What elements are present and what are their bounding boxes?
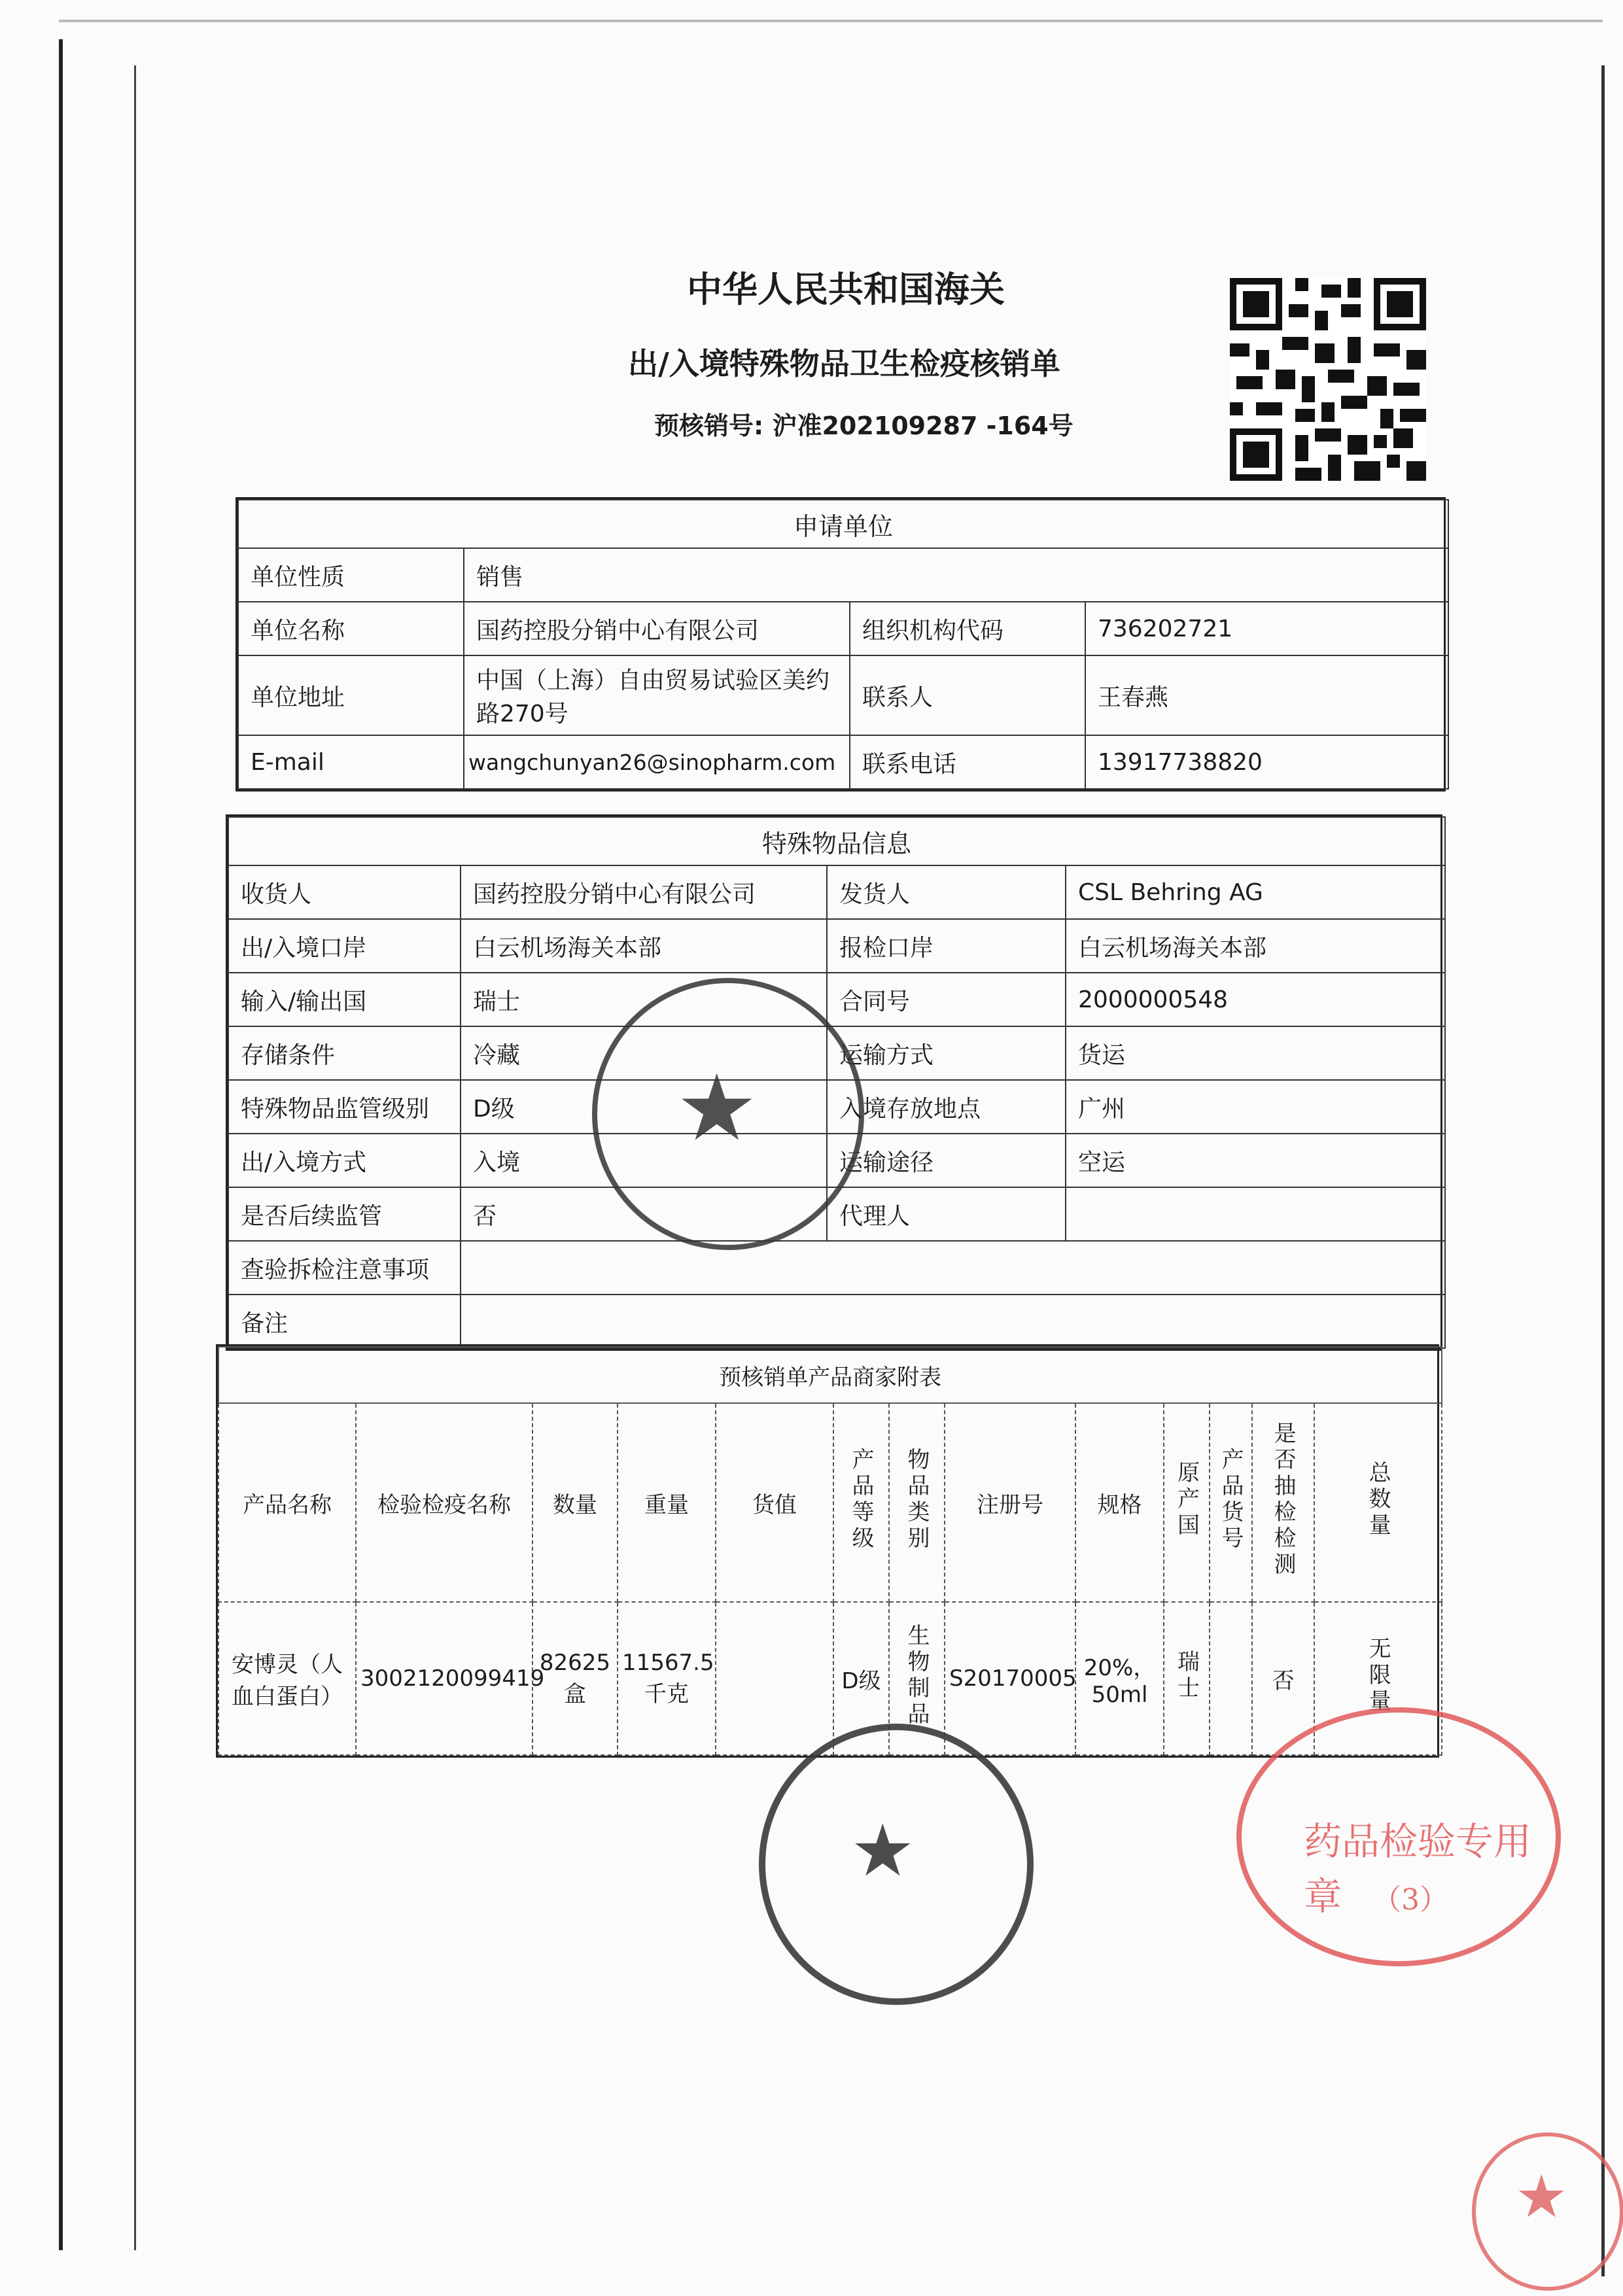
product-item-number: [1210, 1602, 1252, 1755]
products-section: [216, 1344, 1439, 1758]
star-icon: ★: [850, 1809, 915, 1892]
star-icon: ★: [1515, 2163, 1568, 2231]
field-value: [461, 1241, 1445, 1295]
qr-code-icon: [1230, 278, 1426, 481]
field-value: 王春燕: [1085, 655, 1448, 735]
junxin-inspection-seal-stamp: [1236, 1707, 1561, 1966]
field-label: 输入/输出国: [228, 973, 461, 1026]
field-label: 特殊物品监管级别: [228, 1080, 461, 1134]
column-header: [1314, 1403, 1442, 1602]
pre-verification-number: [654, 406, 1073, 442]
field-label: 发货人: [827, 865, 1066, 919]
junxin-seal-number: （3）: [1372, 1883, 1448, 1917]
field-label: 入境存放地点: [827, 1080, 1066, 1134]
field-value: 销售: [464, 548, 1448, 602]
scan-edge-left-inner: [134, 65, 136, 2250]
applicant-table: [237, 499, 1449, 790]
field-value: 2000000548: [1066, 973, 1445, 1026]
column-header-text: 物品类别: [903, 1447, 930, 1552]
sampling-inspection: 否: [1252, 1602, 1314, 1755]
product-grade: D级: [833, 1602, 889, 1755]
field-value: CSL Behring AG: [1066, 865, 1445, 919]
field-label: 运输方式: [827, 1026, 1066, 1080]
total-quantity-text: 无限量: [1365, 1636, 1391, 1715]
table-row: [228, 973, 1445, 1026]
specification: 20%，50ml: [1075, 1602, 1164, 1755]
sinopharm-seal-stamp: [759, 1724, 1034, 2005]
column-header: 数量: [532, 1403, 618, 1602]
field-label: 存储条件: [228, 1026, 461, 1080]
field-label: 是否后续监管: [228, 1187, 461, 1241]
column-header: [1252, 1403, 1314, 1602]
column-header-text: 是否抽检检测: [1270, 1421, 1296, 1578]
registration-number: S20170005: [945, 1602, 1075, 1755]
table-row: [228, 919, 1445, 973]
inspection-name: 3002120099419: [356, 1602, 532, 1755]
field-value: 否: [461, 1187, 827, 1241]
column-header: 规格: [1075, 1403, 1164, 1602]
field-value: 中国（上海）自由贸易试验区美约路270号: [464, 655, 850, 735]
origin-country-text: 瑞士: [1173, 1649, 1200, 1702]
column-header: 产品名称: [218, 1403, 356, 1602]
applicant-section: [236, 497, 1446, 791]
field-value: 白云机场海关本部: [461, 919, 827, 973]
table-row: [238, 602, 1448, 655]
field-value: 国药控股分销中心有限公司: [464, 602, 850, 655]
document-subtitle: 出/入境特殊物品卫生检疫核销单: [628, 346, 1060, 381]
scan-edge-top: [59, 20, 1603, 22]
table-row: [228, 1241, 1445, 1295]
column-header: 检验检疫名称: [356, 1403, 532, 1602]
field-label: 查验拆检注意事项: [228, 1241, 461, 1295]
product-name: 安博灵（人血白蛋白）: [218, 1602, 356, 1755]
field-value: 广州: [1066, 1080, 1445, 1134]
scan-edge-left: [59, 39, 63, 2250]
field-label: 合同号: [827, 973, 1066, 1026]
field-value: 瑞士: [461, 973, 827, 1026]
products-header-row: [218, 1403, 1442, 1602]
star-icon: ★: [676, 1055, 758, 1162]
table-row: [238, 548, 1448, 602]
field-label: E-mail: [238, 735, 464, 789]
products-table: [218, 1346, 1442, 1756]
table-row: [238, 735, 1448, 789]
field-value: 入境: [461, 1134, 827, 1187]
column-header: [1164, 1403, 1210, 1602]
field-value: 空运: [1066, 1134, 1445, 1187]
field-label: 联系人: [850, 655, 1085, 735]
column-header-text: 原产国: [1173, 1460, 1200, 1539]
applicant-section-title: 申请单位: [238, 500, 1448, 548]
products-section-title: 预核销单产品商家附表: [218, 1347, 1442, 1403]
number-value: 沪准202109287 -164号: [772, 411, 1073, 440]
field-value: 冷藏: [461, 1026, 827, 1080]
field-label: 运输途径: [827, 1134, 1066, 1187]
field-value: D级: [461, 1080, 827, 1134]
corner-seal-stamp: [1472, 2132, 1623, 2291]
column-header: 注册号: [945, 1403, 1075, 1602]
column-header: 货值: [716, 1403, 833, 1602]
field-value: wangchunyan26@sinopharm.com: [464, 735, 850, 789]
field-label: 出/入境口岸: [228, 919, 461, 973]
goods-value: [716, 1602, 833, 1755]
field-value: 13917738820: [1085, 735, 1448, 789]
quantity: 82625盒: [532, 1602, 618, 1755]
column-header-text: 产品货号: [1217, 1447, 1244, 1552]
table-row: [238, 655, 1448, 735]
field-value: 货运: [1066, 1026, 1445, 1080]
table-row: [228, 865, 1445, 919]
field-label: 报检口岸: [827, 919, 1066, 973]
origin-country: [1164, 1602, 1210, 1755]
column-header-text: 产品等级: [848, 1447, 874, 1552]
field-value: 国药控股分销中心有限公司: [461, 865, 827, 919]
field-label: 单位名称: [238, 602, 464, 655]
column-header: [833, 1403, 889, 1602]
column-header: [1210, 1403, 1252, 1602]
document-title: 中华人民共和国海关: [687, 269, 1005, 310]
table-row: [218, 1602, 1442, 1755]
column-header: 重量: [618, 1403, 716, 1602]
field-label: 组织机构代码: [850, 602, 1085, 655]
field-label: 备注: [228, 1295, 461, 1348]
number-label: 预核销号:: [654, 411, 764, 440]
field-value: [461, 1295, 1445, 1348]
column-header-text: 总数量: [1365, 1460, 1391, 1539]
column-header: [889, 1403, 945, 1602]
field-label: 单位地址: [238, 655, 464, 735]
field-value: 736202721: [1085, 602, 1448, 655]
field-label: 代理人: [827, 1187, 1066, 1241]
field-label: 联系电话: [850, 735, 1085, 789]
table-row: [228, 1295, 1445, 1348]
field-value: 白云机场海关本部: [1066, 919, 1445, 973]
customs-seal-stamp: [592, 978, 864, 1250]
goods-section-title: 特殊物品信息: [228, 817, 1445, 865]
field-label: 单位性质: [238, 548, 464, 602]
field-label: 收货人: [228, 865, 461, 919]
junxin-seal-text: 药品检验专用章: [1304, 1819, 1532, 1919]
scan-edge-right: [1601, 65, 1605, 2276]
weight: 11567.5千克: [618, 1602, 716, 1755]
field-value: [1066, 1187, 1445, 1241]
item-category-text: 生物制品: [903, 1623, 930, 1728]
field-label: 出/入境方式: [228, 1134, 461, 1187]
